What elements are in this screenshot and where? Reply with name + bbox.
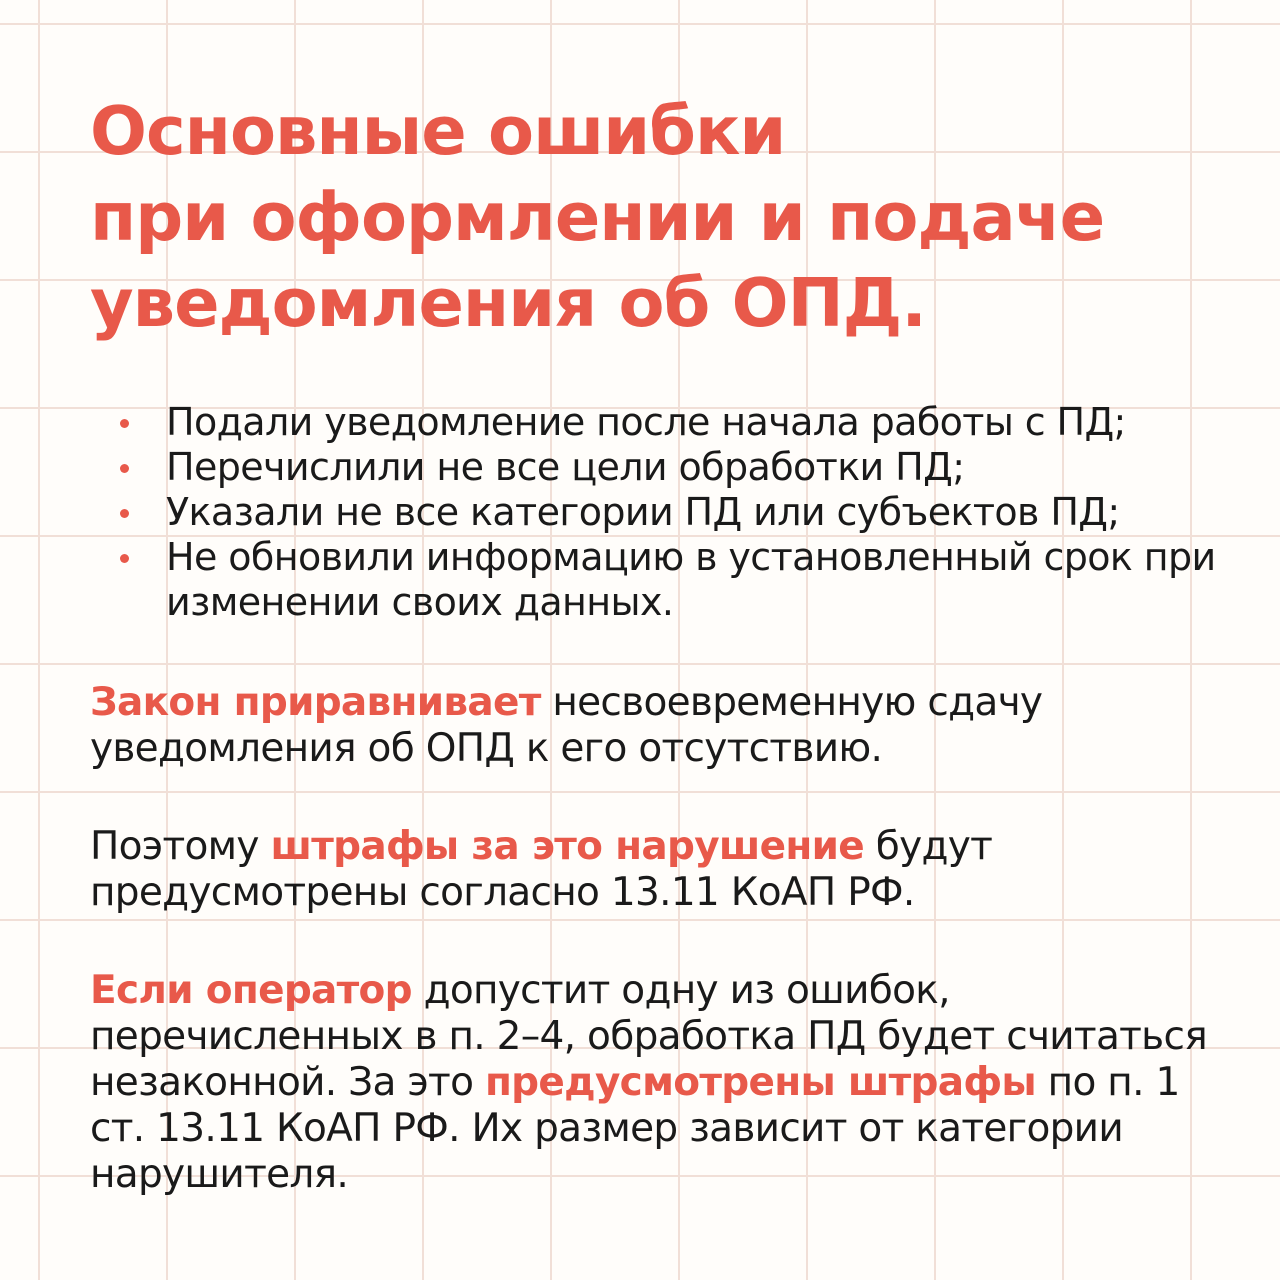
law-highlight: Закон приравнивает: [90, 680, 541, 725]
slide-content: [90, 88, 1260, 1197]
title-line: Основные ошибки: [90, 92, 786, 170]
fines-highlight: штрафы за это нарушение: [270, 824, 865, 869]
errors-list: [118, 400, 1248, 625]
fines-text-after: будут предусмотрены согласно 13.11 КоАП РФ.: [90, 824, 993, 915]
fines-paragraph: [90, 824, 1210, 916]
title-line: при оформлении и подаче: [90, 178, 1105, 256]
list-item-text: Не обновили информацию в установленный срок при изменении своих данных.: [166, 535, 1216, 624]
list-item-text: Перечислили не все цели обработки ПД;: [166, 445, 965, 489]
list-item-text: Подали уведомление после начала работы с ПД;: [166, 400, 1126, 444]
bullet-icon: [120, 419, 129, 428]
list-item: [118, 400, 1248, 445]
list-item: [118, 445, 1248, 490]
law-paragraph: [90, 680, 1210, 772]
operator-text-middle: допустит одну из ошибок, перечисленных в п. 2–4, обработка ПД будет считаться незаконной. За это: [90, 968, 1207, 1105]
bullet-icon: [120, 509, 129, 518]
operator-highlight: Если оператор: [90, 968, 412, 1013]
law-text: несвоевременную сдачу уведомления об ОПД к его отсутствию.: [90, 680, 1043, 771]
list-item: [118, 535, 1248, 625]
page-title: [90, 88, 1260, 346]
title-line: уведомления об ОПД.: [90, 264, 926, 342]
fines-text-before: Поэтому: [90, 824, 271, 869]
operator-paragraph: [90, 968, 1210, 1198]
bullet-icon: [120, 464, 129, 473]
penalties-highlight: предусмотрены штрафы: [484, 1060, 1036, 1105]
bullet-icon: [120, 554, 129, 563]
list-item-text: Указали не все категории ПД или субъектов ПД;: [166, 490, 1120, 534]
operator-text-after: по п. 1 ст. 13.11 КоАП РФ. Их размер зависит от категории нарушителя.: [90, 1060, 1180, 1197]
list-item: [118, 490, 1248, 535]
